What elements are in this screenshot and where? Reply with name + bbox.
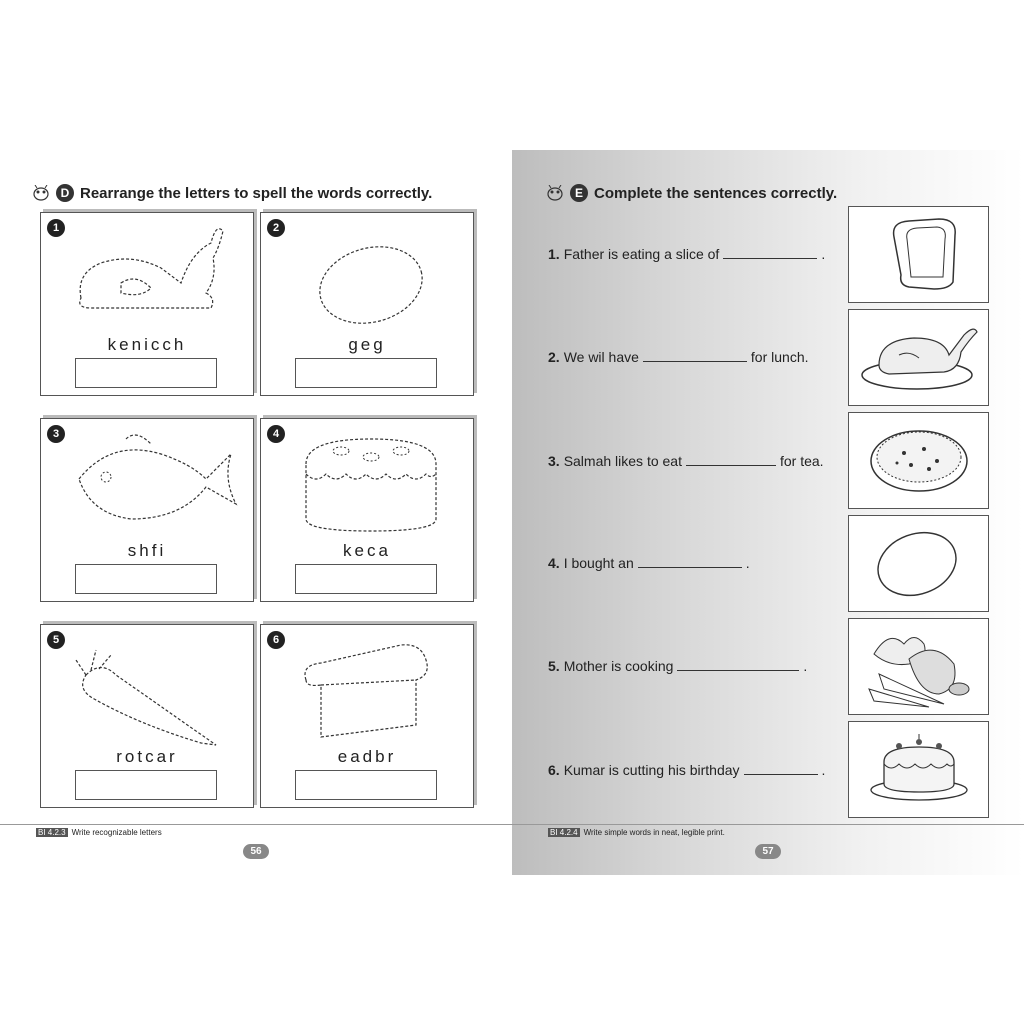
- carrot-icon: [41, 625, 253, 755]
- word-card-3: [40, 418, 254, 602]
- egg-icon: [849, 516, 988, 611]
- card-number: 3: [47, 425, 65, 443]
- card-number: 5: [47, 631, 65, 649]
- bug-mascot-icon: [32, 185, 50, 201]
- sentence-text: Salmah likes to eat: [563, 453, 682, 469]
- answer-blank[interactable]: [723, 246, 817, 259]
- scrambled-word: kenicch: [107, 335, 187, 354]
- answer-box[interactable]: [295, 358, 437, 388]
- card-number: 4: [267, 425, 285, 443]
- section-e-heading: [546, 184, 837, 202]
- sentence-number: 2.: [548, 349, 560, 365]
- answer-blank[interactable]: [677, 658, 799, 671]
- sentence-end: .: [803, 658, 808, 674]
- picture-box-6: [848, 721, 989, 818]
- sentence-number: 3.: [548, 453, 560, 469]
- answer-blank[interactable]: [638, 555, 742, 568]
- sentence-text: Kumar is cutting his birthday: [563, 762, 740, 778]
- page-number: 57: [755, 844, 781, 859]
- cake-icon: [261, 419, 473, 539]
- answer-box[interactable]: [75, 770, 217, 800]
- picture-box-1: [848, 206, 989, 303]
- bug-mascot-icon: [546, 185, 564, 201]
- fish-icon: [41, 419, 253, 539]
- answer-box[interactable]: [295, 564, 437, 594]
- sentence-1: [548, 246, 825, 262]
- sentence-6: [548, 762, 825, 778]
- sentence-4: [548, 555, 750, 571]
- answer-box[interactable]: [75, 358, 217, 388]
- sentence-3: [548, 453, 824, 469]
- sentence-text: We wil have: [563, 349, 639, 365]
- answer-box[interactable]: [295, 770, 437, 800]
- card-number: 2: [267, 219, 285, 237]
- sentence-number: 4.: [548, 555, 560, 571]
- scrambled-word: shfi: [127, 541, 167, 560]
- roast-chicken-icon: [849, 310, 988, 405]
- sentence-number: 6.: [548, 762, 560, 778]
- standard-code: BI 4.2.4: [550, 828, 578, 837]
- section-d-heading: [32, 184, 432, 202]
- bread-icon: [261, 625, 473, 755]
- sentence-end: .: [745, 555, 750, 571]
- answer-blank[interactable]: [686, 453, 776, 466]
- vegetables-icon: [849, 619, 988, 714]
- page-number: 56: [243, 844, 269, 859]
- scrambled-word: eadbr: [337, 747, 397, 766]
- pie-icon: [849, 413, 988, 508]
- section-instruction: Complete the sentences correctly.: [594, 184, 838, 202]
- picture-box-3: [848, 412, 989, 509]
- picture-box-4: [848, 515, 989, 612]
- standard-text: Write recognizable letters: [71, 828, 162, 837]
- word-card-5: [40, 624, 254, 808]
- picture-box-5: [848, 618, 989, 715]
- footer-divider: [0, 824, 1024, 825]
- sentence-end: for tea.: [779, 453, 824, 469]
- section-instruction: Rearrange the letters to spell the words correctly.: [80, 184, 433, 202]
- answer-box[interactable]: [75, 564, 217, 594]
- sentence-text: Father is eating a slice of: [563, 246, 720, 262]
- word-card-6: [260, 624, 474, 808]
- bread-slice-icon: [849, 207, 988, 302]
- scrambled-word: geg: [348, 335, 386, 354]
- sentence-end: .: [821, 762, 826, 778]
- section-letter: E: [570, 184, 588, 202]
- chicken-icon: [41, 213, 253, 333]
- answer-blank[interactable]: [744, 762, 818, 775]
- sentence-5: [548, 658, 807, 674]
- card-number: 1: [47, 219, 65, 237]
- word-card-4: [260, 418, 474, 602]
- word-card-2: [260, 212, 474, 396]
- footer-right: [548, 828, 725, 837]
- sentence-text: Mother is cooking: [563, 658, 674, 674]
- footer-left: [36, 828, 162, 837]
- sentence-end: for lunch.: [750, 349, 809, 365]
- scrambled-word: rotcar: [116, 747, 178, 766]
- standard-text: Write simple words in neat, legible print.: [583, 828, 725, 837]
- sentence-number: 1.: [548, 246, 560, 262]
- birthday-cake-icon: [849, 722, 988, 817]
- section-letter: D: [56, 184, 74, 202]
- sentence-number: 5.: [548, 658, 560, 674]
- sentence-text: I bought an: [563, 555, 634, 571]
- picture-box-2: [848, 309, 989, 406]
- egg-icon: [261, 213, 473, 333]
- sentence-end: .: [821, 246, 826, 262]
- card-number: 6: [267, 631, 285, 649]
- sentence-2: [548, 349, 809, 365]
- word-card-1: [40, 212, 254, 396]
- answer-blank[interactable]: [643, 349, 747, 362]
- standard-code: BI 4.2.3: [38, 828, 66, 837]
- scrambled-word: keca: [343, 541, 391, 560]
